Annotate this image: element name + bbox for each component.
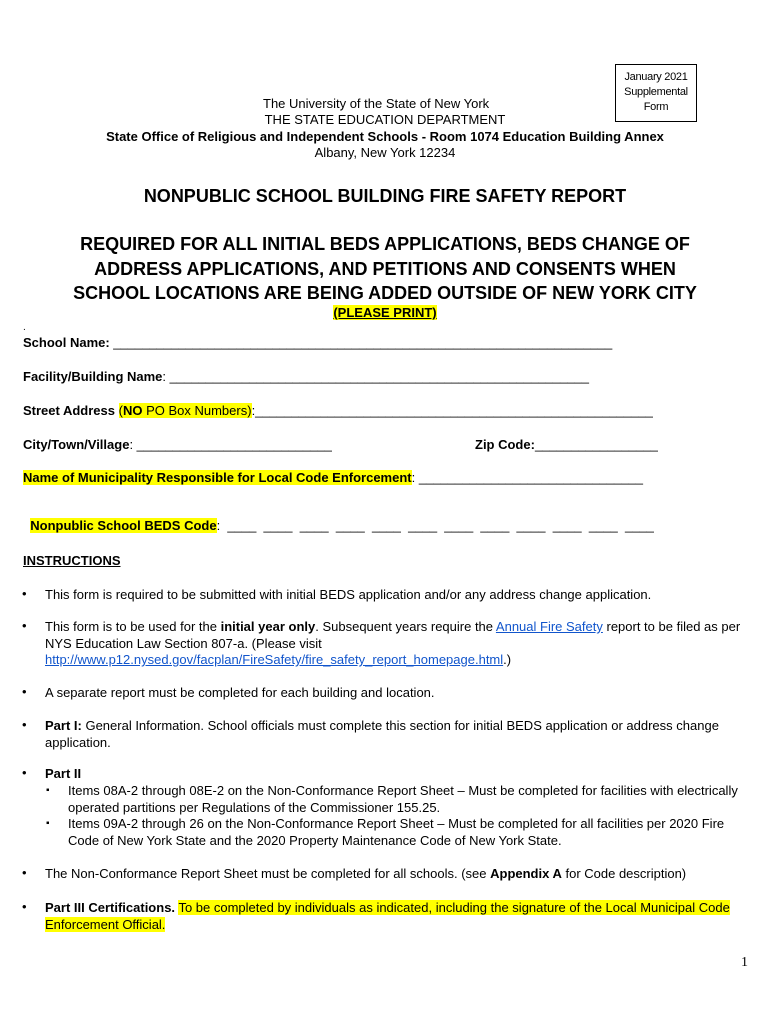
instruction-7: Part III Certifications. To be completed by individuals as indicated, including the signature of the Local Municipal Code Enforcement Official. [45,900,730,932]
bullet-5: • [22,765,27,780]
city-blank[interactable]: : ___________________________ [129,437,332,452]
facility-name-field[interactable] [23,369,589,384]
sub-bullet-2: ▪ [46,818,50,829]
school-name-label: School Name: [23,335,110,350]
zip-field[interactable] [475,437,658,452]
municipality-field[interactable] [23,470,643,485]
municipality-blank[interactable]: : _______________________________ [411,470,643,485]
bullet-1: • [22,586,27,601]
instruction-2: This form is to be used for the initial year only. Subsequent years require the Annual Fire Safety report to be filed as per NYS Education Law Section 807-a. (Please visit http://www.p12.nysed.gov/facplan/FireSafety/fire_safety_report_homepage.html.) [45,619,741,667]
form-type: Supplemental [624,86,688,98]
annual-fire-safety-link[interactable]: Annual Fire Safety [495,619,603,634]
beds-code-label: Nonpublic School BEDS Code [30,518,217,533]
header-university: The University of the State of New York [263,96,490,111]
facility-name-label: Facility/Building Name [23,369,163,384]
school-name-blank[interactable]: _____________________________________________________________________ [109,335,613,350]
po-box-note: (NO PO Box Numbers) [118,403,252,418]
bullet-4: • [22,717,27,732]
page-subtitle [0,232,770,306]
beds-code-field[interactable] [23,503,654,533]
municipality-label: Name of Municipality Responsible for Local Code Enforcement [23,470,412,485]
page-number: 1 [741,955,748,970]
bullet-7: • [22,899,27,914]
beds-code-blank[interactable]: : ____ ____ ____ ____ ____ ____ ____ ____ ____ ____ ____ ____ [216,518,654,533]
please-print: (PLEASE PRINT) [333,305,437,320]
header-office: State Office of Religious and Independent Schools - Room 1074 Education Building Annex [106,129,664,144]
school-name-field[interactable] [23,335,612,350]
city-label: City/Town/Village [23,437,130,452]
bullet-3: • [22,684,27,699]
instruction-5-sub-1: Items 08A-2 through 08E-2 on the Non-Conformance Report Sheet – Must be completed for facilities with electrically operated partitions per Regulations of the Commissioner 155.25. [68,783,738,815]
instruction-5: Part II [45,766,82,781]
bullet-6: • [22,865,27,880]
certification-highlight: To be completed by individuals as indicated, including the signature of the Local Municipal Code Enforcement Official. [45,900,730,932]
facility-name-blank[interactable]: : __________________________________________________________ [162,369,589,384]
page-title: NONPUBLIC SCHOOL BUILDING FIRE SAFETY REPORT [143,186,627,206]
instruction-4: Part I: General Information. School officials must complete this section for initial BEDS application or address change application. [45,718,719,750]
stray-dot: . [23,322,26,333]
subtitle-line-2: ADDRESS APPLICATIONS, AND PETITIONS AND CONSENTS WHEN [94,258,676,279]
form-label: Form [643,101,669,113]
instruction-6: The Non-Conformance Report Sheet must be completed for all schools. (see Appendix A for Code description) [45,866,687,881]
header-city: Albany, New York 12234 [314,145,456,160]
fire-safety-url-link[interactable]: http://www.p12.nysed.gov/facplan/FireSafety/fire_safety_report_homepage.html [45,652,504,667]
header-department: THE STATE EDUCATION DEPARTMENT [264,112,506,127]
please-print-row [0,304,770,322]
subtitle-line-1: REQUIRED FOR ALL INITIAL BEDS APPLICATIONS, BEDS CHANGE OF [80,234,690,254]
zip-label: Zip Code: [475,437,535,452]
instruction-3: A separate report must be completed for each building and location. [45,685,435,700]
instruction-5-sub-2: Items 09A-2 through 26 on the Non-Conformance Report Sheet – Must be completed for all facilities per 2020 Fire Code of New York State and the 2020 Property Maintenance Code of New York State. [68,816,725,848]
city-field[interactable] [23,437,332,452]
form-date: January 2021 [624,71,688,83]
street-address-blank[interactable]: :_______________________________________________________ [251,403,653,418]
instruction-1: This form is required to be submitted with initial BEDS application and/or any address change application. [45,587,652,602]
zip-blank[interactable]: _________________ [534,437,658,452]
bullet-2: • [22,618,27,633]
sub-bullet-1: ▪ [46,785,50,796]
street-address-field[interactable] [23,403,653,418]
street-address-label: Street Address [23,403,115,418]
subtitle-line-3: SCHOOL LOCATIONS ARE BEING ADDED OUTSIDE OF NEW YORK CITY [73,283,697,303]
instructions-heading: INSTRUCTIONS [23,553,121,568]
